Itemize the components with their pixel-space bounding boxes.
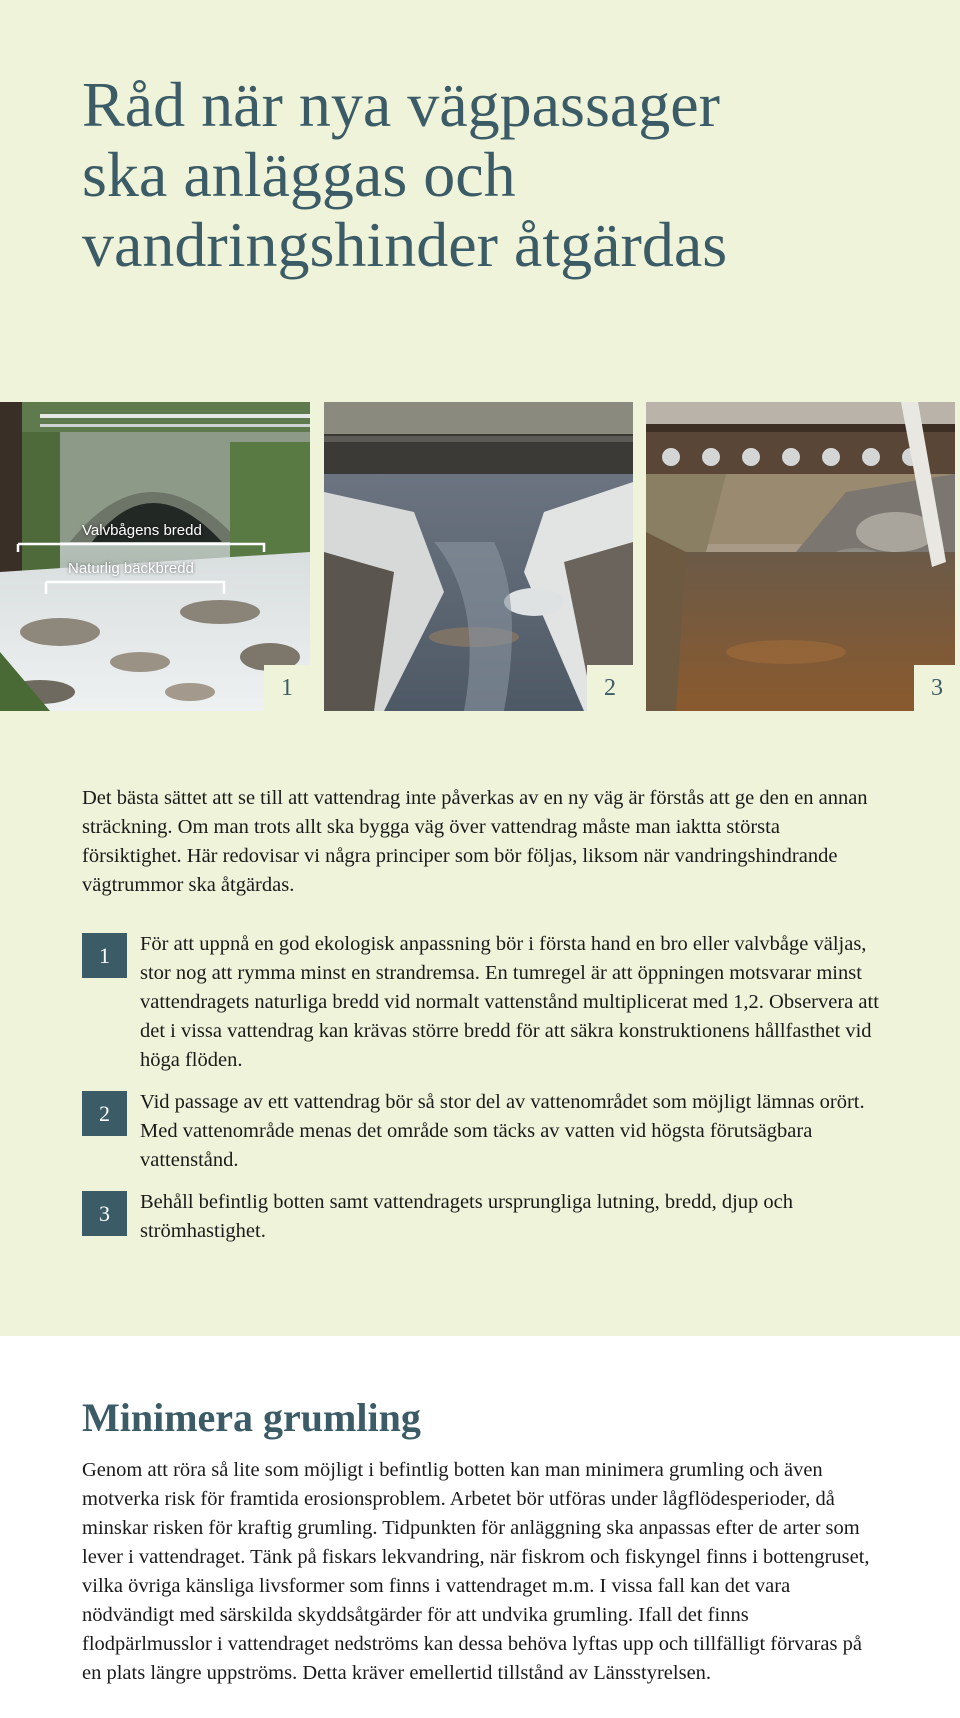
photo-number-3: 3	[914, 665, 955, 711]
intro-paragraph: Det bästa sättet att se till att vattendrag inte påverkas av en ny väg är förstås att ge den en annan sträckning. Om man trots allt ska bygga väg över vattendrag måste man iaktta största försiktighet. Här redovisar vi några principer som bör följas, liksom när vandringshindrande vägtrummor ska åtgärdas.	[82, 787, 868, 896]
principle-number-badge: 3	[82, 1191, 127, 1236]
arch-width-label: Valvbågens bredd	[82, 522, 202, 539]
principle-text: Behåll befintlig botten samt vattendragets ursprungliga lutning, bredd, djup och strömhastighet.	[140, 1191, 794, 1242]
photo-number-2: 2	[587, 665, 633, 711]
photo-wooden-bridge	[646, 402, 955, 711]
section-body: Genom att röra så lite som möjligt i befintlig botten kan man minimera grumling och även motverka risk för framtida erosionsproblem. Arbetet bör utföras under lågflödesperioder, då minskar risken för kraftig grumling. Tidpunkten för anläggning ska anpassas efter de arter som lever i vattendraget. Tänk på fiskars lekvandring, när fiskrom och fiskyngel finns i bottengruset, vilka övriga känsliga livsformer som finns i vattendraget m.m. I vissa fall kan det vara nödvändigt med särskilda skyddsåtgärder för att undvika grumling. Ifall det finns flodpärlmusslor i vattendraget nedströms kan dessa behöva lyftas upp och tillfälligt förvaras på en plats längre uppströms. Detta kräver emellertid tillstånd av Länsstyrelsen.	[82, 1459, 870, 1684]
principle-text: För att uppnå en god ekologisk anpassning bör i första hand en bro eller valvbåge väljas, stor nog att rymma minst en strandremsa. En tumregel är att öppningen motsvarar minst vattendragets naturliga bredd vid normalt vattenstånd multiplicerat med 1,2. Observera att det i vissa vattendrag kan krävas större bredd för att säkra konstruktionens hållfasthet vid höga flöden.	[140, 933, 879, 1071]
principle-number-badge: 1	[82, 933, 127, 978]
principle-text: Vid passage av ett vattendrag bör så stor del av vattenområdet som möjligt lämnas orört. Med vattenområde menas det område som täcks av vatten vid högsta förutsägbara vattenstånd.	[140, 1091, 865, 1171]
stream-width-label: Naturlig bäckbredd	[68, 560, 194, 577]
photo-arch-culvert	[0, 402, 310, 711]
principle-number-badge: 2	[82, 1091, 127, 1136]
photo-number-1: 1	[264, 665, 310, 711]
section-heading: Minimera grumling	[82, 1395, 421, 1440]
photo-snowy-bridge	[324, 402, 633, 711]
page-title: Råd när nya vägpassager ska anläggas och vandringshinder åtgärdas	[82, 69, 728, 280]
